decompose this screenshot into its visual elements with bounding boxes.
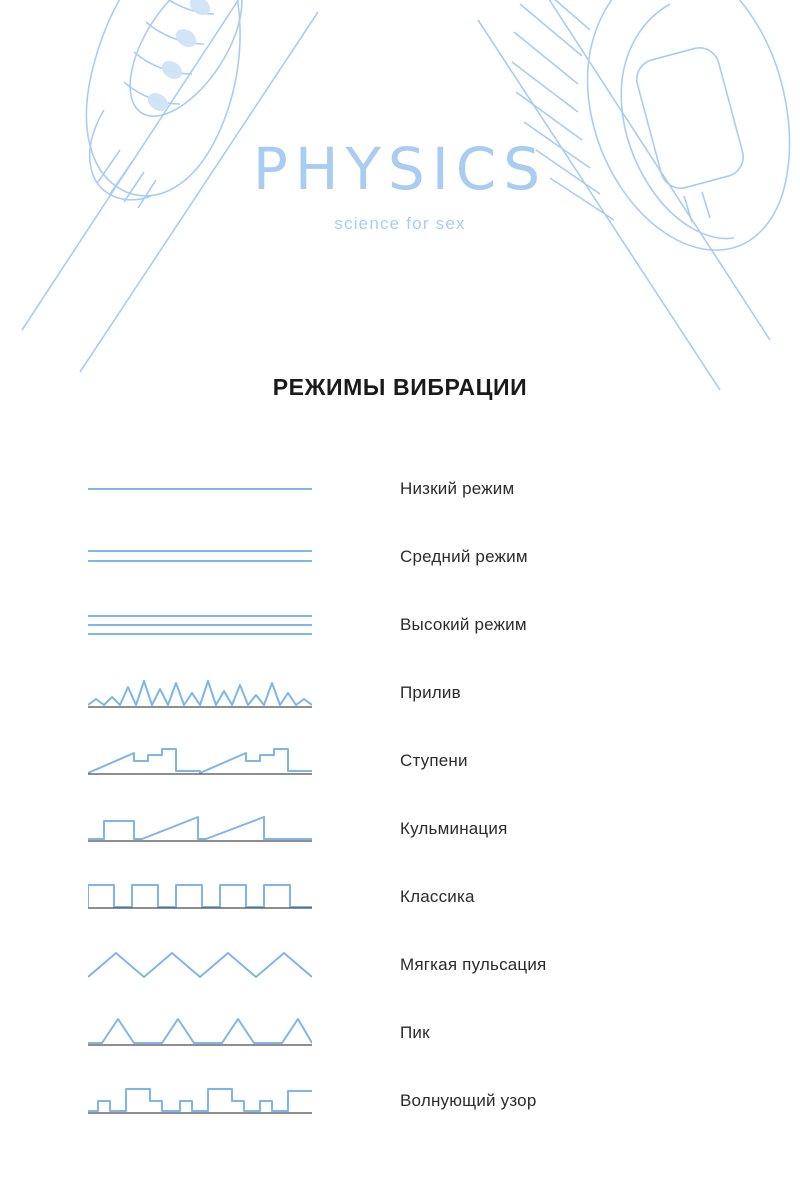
- mode-label: Мягкая пульсация: [400, 955, 547, 974]
- mode-label: Пик: [400, 1023, 430, 1042]
- waveform-climax-icon: [0, 809, 400, 849]
- mode-label: Классика: [400, 887, 475, 906]
- waveform-triple-line-icon: [0, 605, 400, 645]
- waveform-tide-icon: [0, 673, 400, 713]
- waveform-peak-icon: [0, 1013, 400, 1053]
- mode-label: Средний режим: [400, 547, 528, 566]
- waveform-exciting-pattern-icon: [0, 1081, 400, 1121]
- list-item: [0, 659, 800, 727]
- list-item: [0, 1067, 800, 1135]
- list-item: [0, 863, 800, 931]
- brand-tagline: science for sex: [334, 214, 466, 233]
- mode-label: Высокий режим: [400, 615, 527, 634]
- waveform-square-icon: [0, 877, 400, 917]
- list-item: [0, 591, 800, 659]
- list-item: [0, 999, 800, 1067]
- mode-label: Волнующий узор: [400, 1091, 537, 1110]
- mode-label: Кульминация: [400, 819, 508, 838]
- list-item: [0, 523, 800, 591]
- mode-label: Прилив: [400, 683, 461, 702]
- brand-block: [0, 135, 800, 234]
- page-title: РЕЖИМЫ ВИБРАЦИИ: [272, 374, 528, 400]
- waveform-soft-pulse-icon: [0, 945, 400, 985]
- waveform-double-line-icon: [0, 537, 400, 577]
- list-item: [0, 795, 800, 863]
- mode-label: Ступени: [400, 751, 468, 770]
- mode-label: Низкий режим: [400, 479, 515, 498]
- list-item: [0, 931, 800, 999]
- brand-title: PHYSICS: [252, 135, 548, 203]
- vibration-modes-list: [0, 455, 800, 1135]
- waveform-stairs-icon: [0, 741, 400, 781]
- list-item: [0, 455, 800, 523]
- waveform-single-line-icon: [0, 469, 400, 509]
- list-item: [0, 727, 800, 795]
